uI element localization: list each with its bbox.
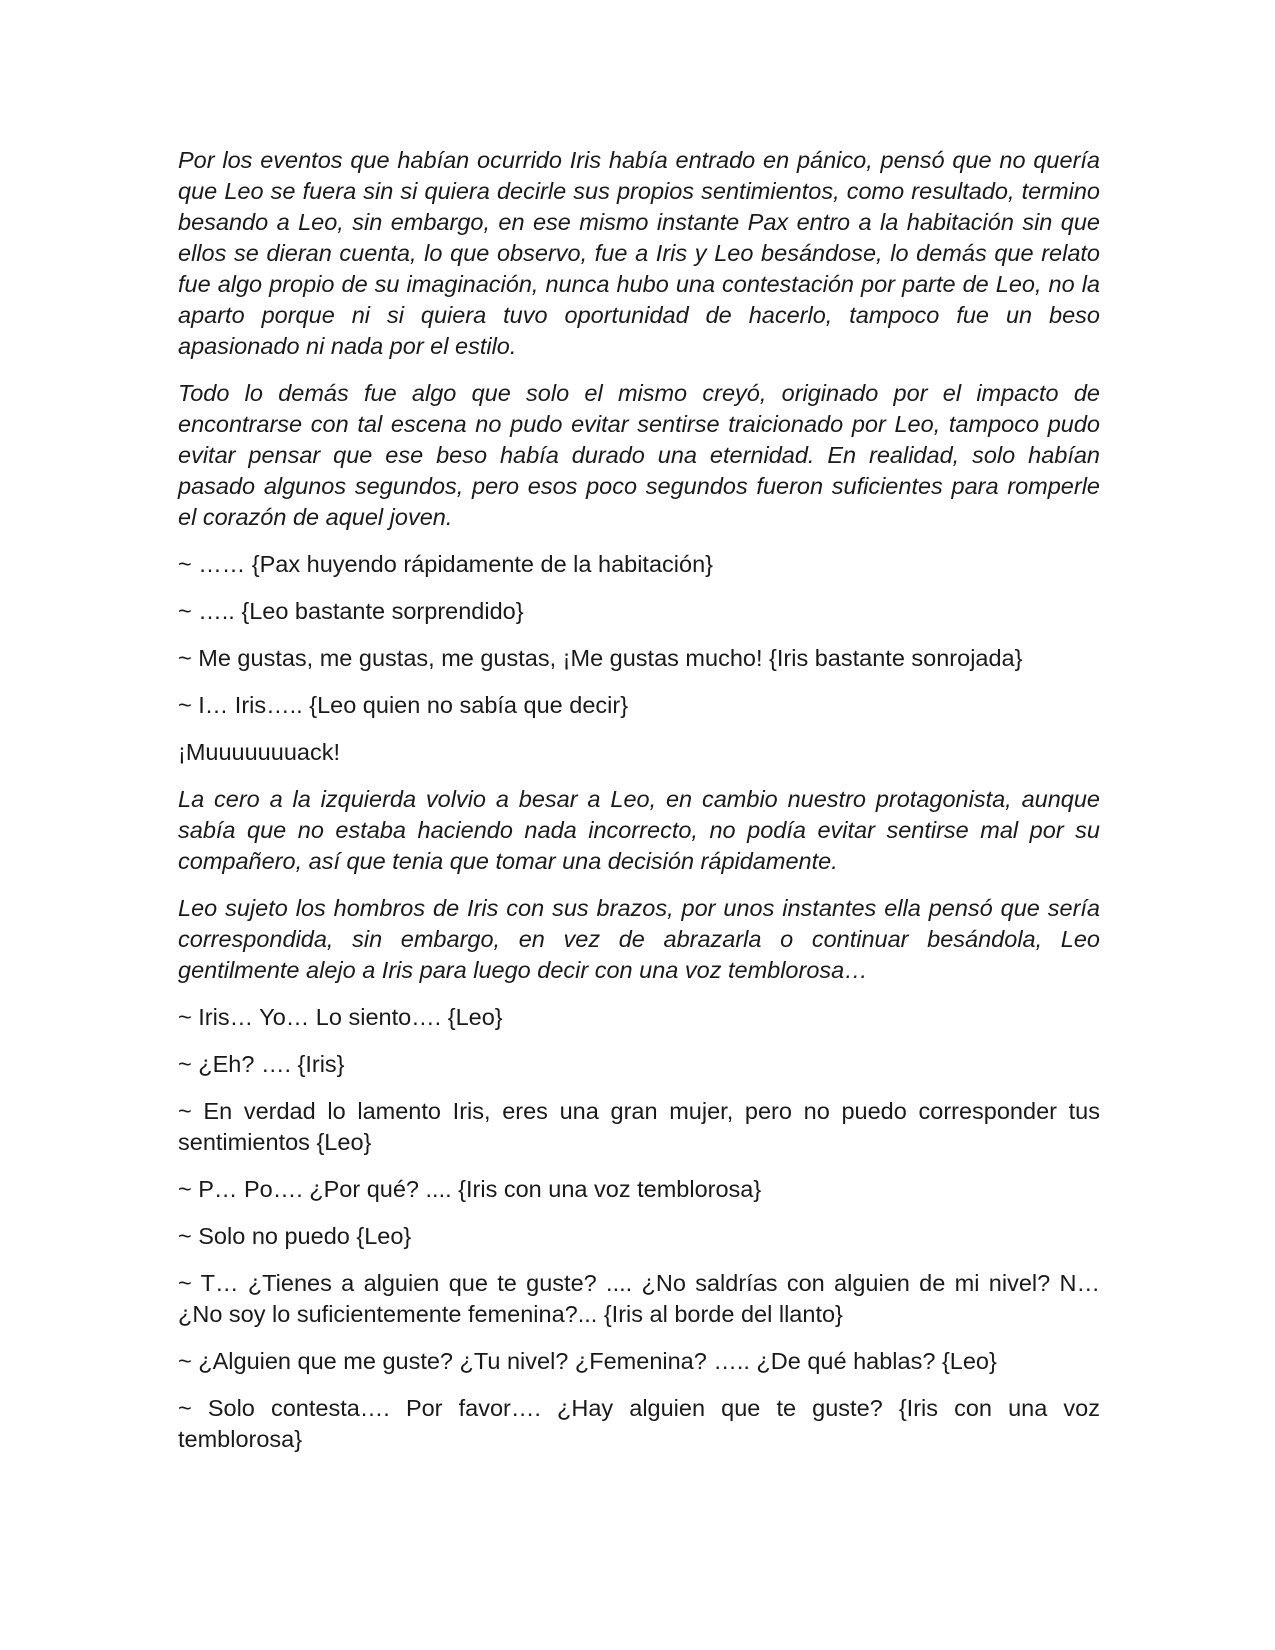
sound-effect-line: ¡Muuuuuuuack! xyxy=(178,739,340,765)
dialogue-line: ~ …… {Pax huyendo rápidamente de la habitación} xyxy=(178,551,713,577)
dialogue-line: ~ I… Iris….. {Leo quien no sabía que decir} xyxy=(178,692,629,718)
narration-paragraph: Por los eventos que habían ocurrido Iris había entrado en pánico, pensó que no quería que Leo se fuera sin si quiera decirle sus propios sentimientos, como resultado, termino besando a Leo, sin embargo, en ese mismo instante Pax entro a la habitación sin que ellos se dieran cuenta, lo que observo, fue a Iris y Leo besándose, lo demás que relato fue algo propio de su imaginación, nunca hubo una contestación por parte de Leo, no la aparto porque ni si quiera tuvo oportunidad de hacerlo, tampoco fue un beso apasionado ni nada por el estilo. xyxy=(178,147,1100,359)
dialogue-line: ~ Me gustas, me gustas, me gustas, ¡Me gustas mucho! {Iris bastante sonrojada} xyxy=(178,645,1023,671)
dialogue-line: ~ P… Po…. ¿Por qué? .... {Iris con una voz temblorosa} xyxy=(178,1176,762,1202)
narration-paragraph: Todo lo demás fue algo que solo el mismo creyó, originado por el impacto de encontrarse con tal escena no pudo evitar sentirse traicionado por Leo, tampoco pudo evitar pensar que ese beso había durado una eternidad. En realidad, solo habían pasado algunos segundos, pero esos poco segundos fueron suficientes para romperle el corazón de aquel joven. xyxy=(178,380,1100,530)
narration-paragraph: La cero a la izquierda volvio a besar a Leo, en cambio nuestro protagonista, aunque sabía que no estaba haciendo nada incorrecto, no podía evitar sentirse mal por su compañero, así que tenia que tomar una decisión rápidamente. xyxy=(178,786,1100,874)
dialogue-line: ~ T… ¿Tienes a alguien que te guste? .... ¿No saldrías con alguien de mi nivel? N… ¿No soy lo suficientemente femenina?... {Iris al borde del llanto} xyxy=(178,1270,1100,1327)
narration-paragraph: Leo sujeto los hombros de Iris con sus brazos, por unos instantes ella pensó que sería correspondida, sin embargo, en vez de abrazarla o continuar besándola, Leo gentilmente alejo a Iris para luego decir con una voz temblorosa… xyxy=(178,895,1100,983)
dialogue-line: ~ Solo contesta…. Por favor…. ¿Hay alguien que te guste? {Iris con una voz temblorosa} xyxy=(178,1395,1100,1452)
dialogue-line: ~ ….. {Leo bastante sorprendido} xyxy=(178,598,524,624)
document-body xyxy=(178,145,1100,1471)
dialogue-line: ~ Iris… Yo… Lo siento…. {Leo} xyxy=(178,1004,503,1030)
dialogue-line: ~ ¿Eh? …. {Iris} xyxy=(178,1051,345,1077)
dialogue-line: ~ Solo no puedo {Leo} xyxy=(178,1223,412,1249)
dialogue-line: ~ ¿Alguien que me guste? ¿Tu nivel? ¿Femenina? ….. ¿De qué hablas? {Leo} xyxy=(178,1348,997,1374)
dialogue-line: ~ En verdad lo lamento Iris, eres una gran mujer, pero no puedo corresponder tus sentimientos {Leo} xyxy=(178,1098,1100,1155)
